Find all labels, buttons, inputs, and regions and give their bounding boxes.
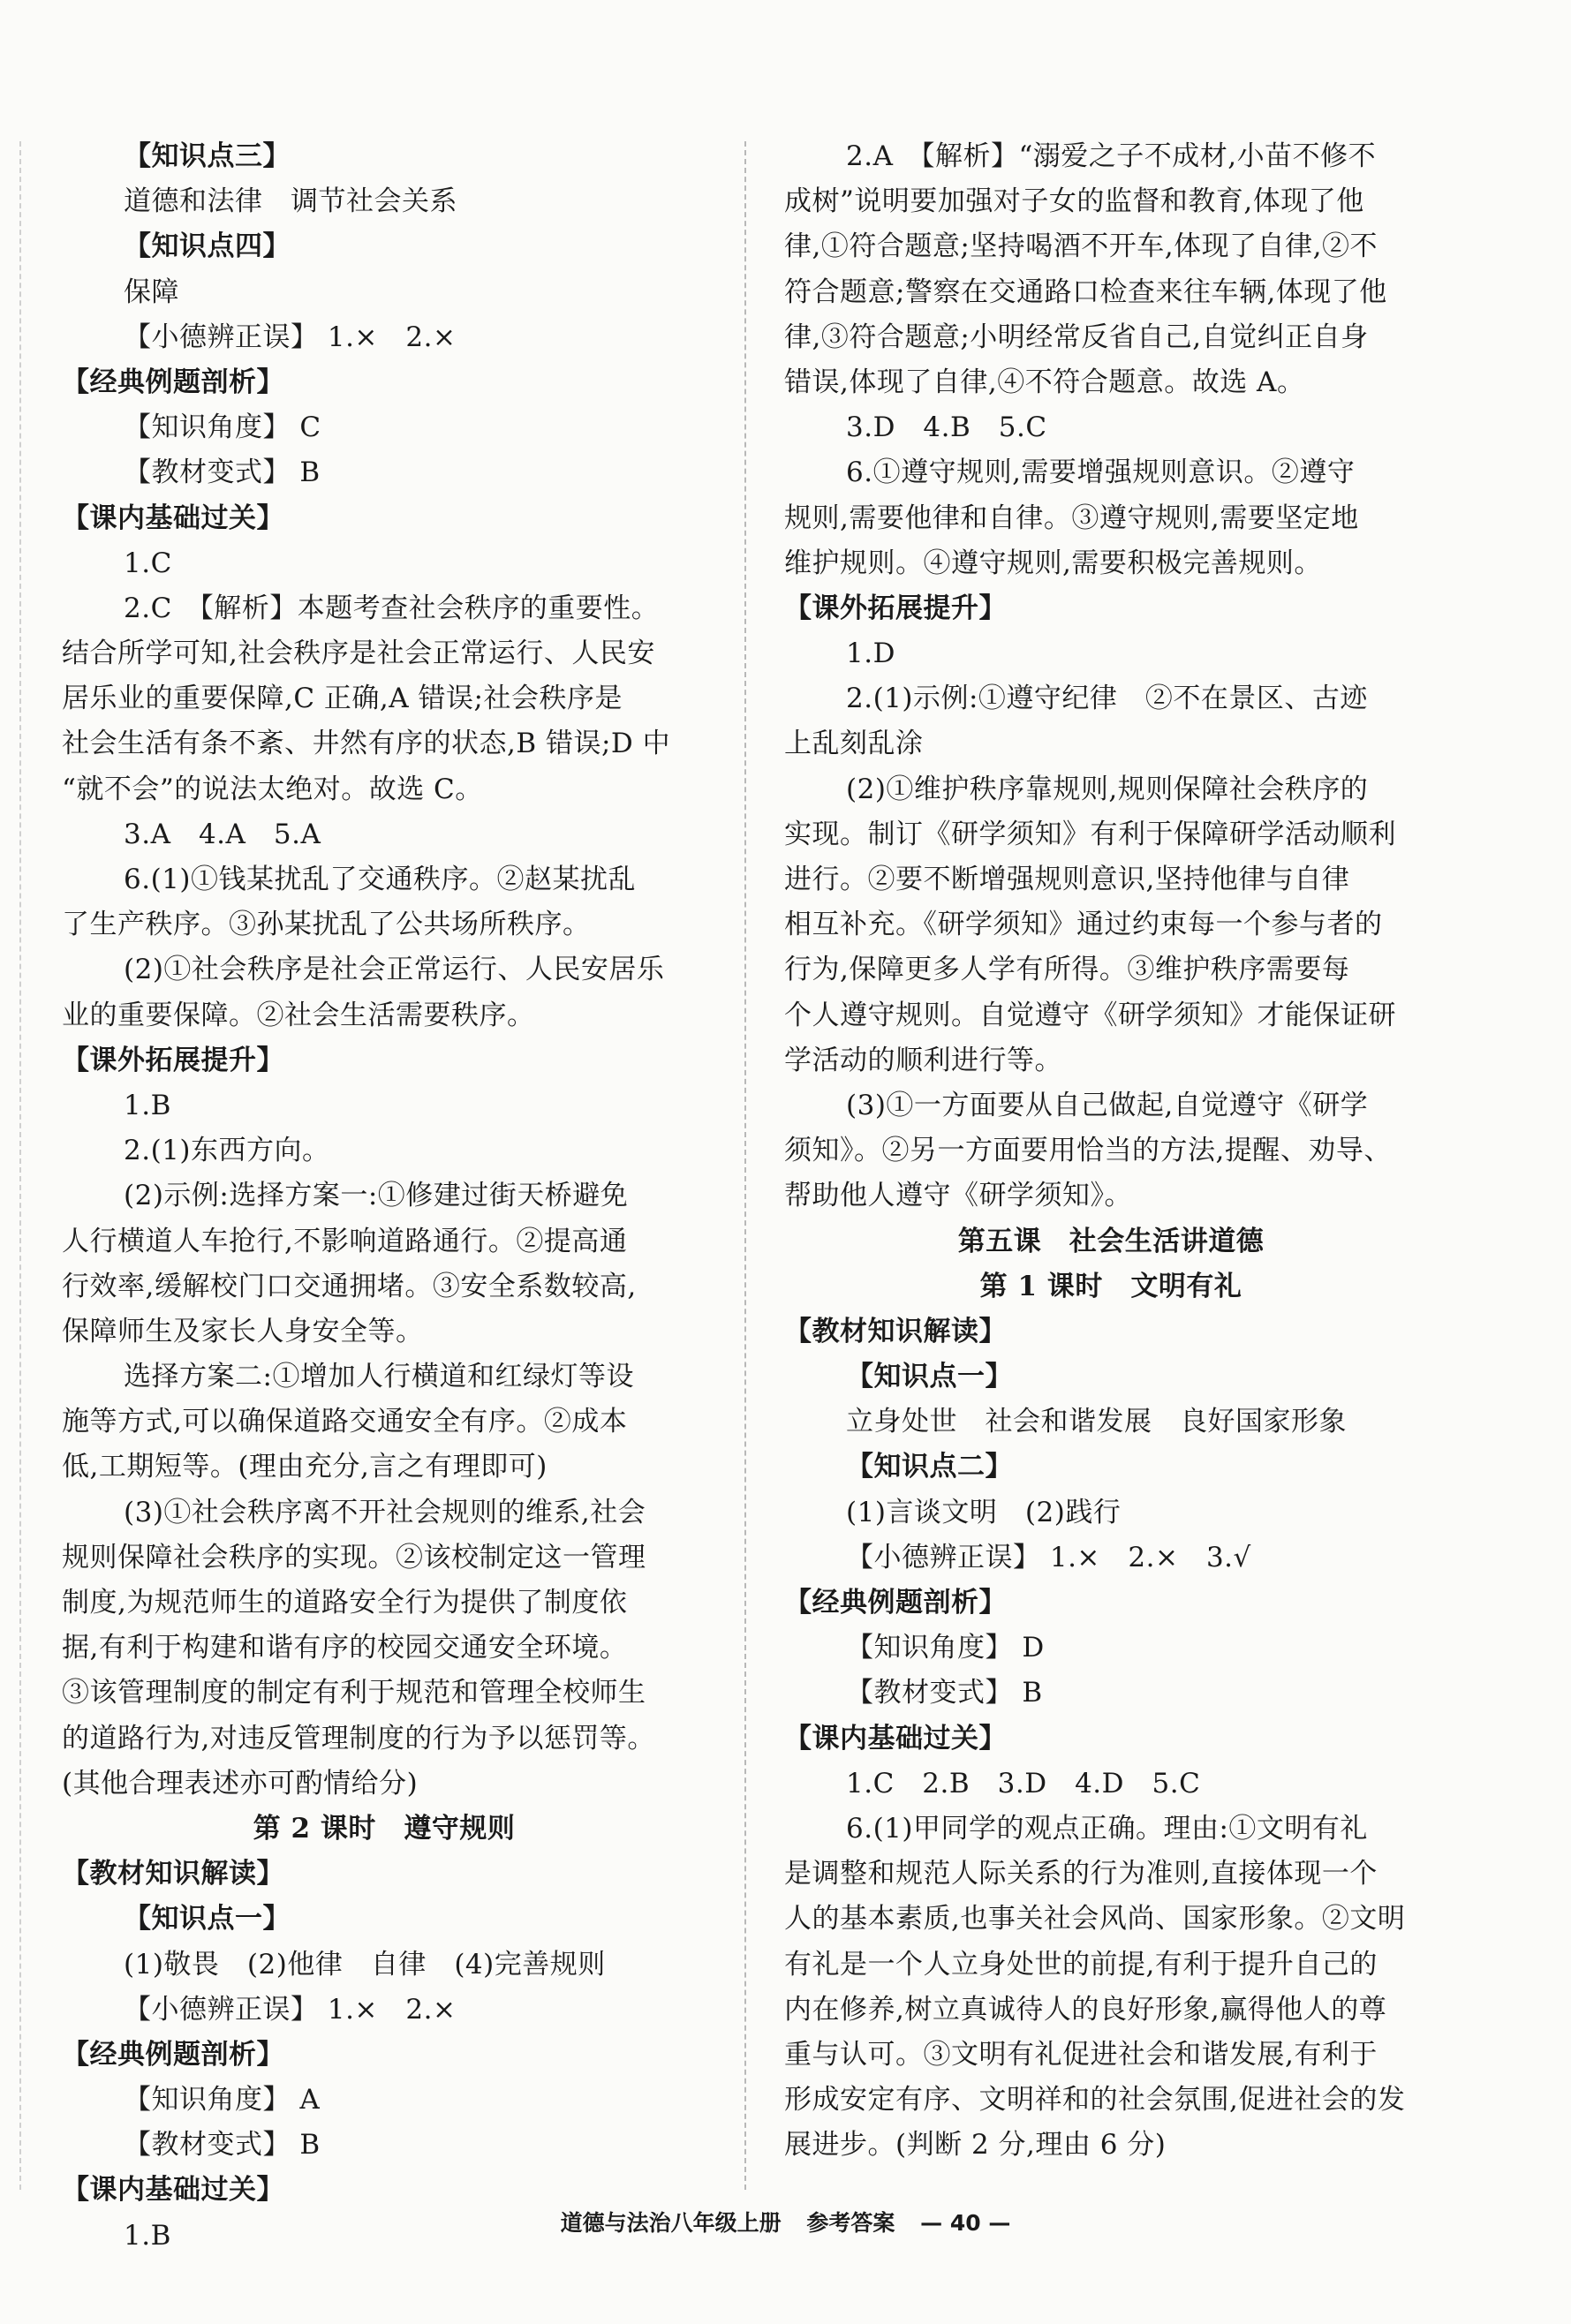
footer-section: 参考答案 (806, 2210, 895, 2236)
answer-line: 施等方式,可以确保道路交通安全有序。②成本 (62, 1406, 628, 1438)
answer-line: (2)①维护秩序靠规则,规则保障社会秩序的 (846, 773, 1369, 805)
section-heading: 【课内基础过关】 (62, 502, 284, 534)
answer-line: 制度,为规范师生的道路安全行为提供了制度依 (62, 1587, 628, 1618)
answer-line: 重与认可。③文明有礼促进社会和谐发展,有利于 (784, 2038, 1378, 2071)
page-number: — 40 — (920, 2210, 1011, 2236)
answer-line: 行效率,缓解校门口交通拥堵。③安全系数较高, (62, 1270, 637, 1302)
answer-line: 进行。②要不断增强规则意识,坚持他律与自律 (784, 864, 1350, 895)
answer-line: (3)①一方面要从自己做起,自觉遵守《研学 (846, 1089, 1369, 1121)
answer-line: 3.D 4.B 5.C (846, 411, 1047, 444)
answer-line: 【教材变式】 B (124, 2129, 321, 2162)
answer-line: 社会生活有条不紊、井然有序的状态,B 错误;D 中 (62, 728, 671, 760)
answer-line: 居乐业的重要保障,C 正确,A 错误;社会秩序是 (62, 683, 623, 715)
answer-line: 业的重要保障。②社会生活需要秩序。 (62, 999, 535, 1031)
answer-line: 的道路行为,对违反管理制度的行为予以惩罚等。 (62, 1722, 655, 1754)
answer-line: 【小德辨正误】 1.× 2.× (124, 1993, 457, 2026)
right-column (784, 134, 1438, 2168)
answer-line: 【教材变式】 B (124, 456, 321, 489)
answer-line: 成树”说明要加强对子女的监督和教育,体现了他 (784, 185, 1364, 218)
section-heading: 【知识点二】 (846, 1451, 1013, 1483)
answer-line: 行为,保障更多人学有所得。③维护秩序需要每 (784, 954, 1350, 986)
answer-line: 展进步。(判断 2 分,理由 6 分) (784, 2129, 1167, 2162)
answer-line: 1.C (124, 547, 172, 579)
answer-line: 【小德辨正误】 1.× 2.× 3.√ (846, 1541, 1251, 1573)
answer-line: “就不会”的说法太绝对。故选 C。 (62, 773, 483, 805)
answer-line: 帮助他人遵守《研学须知》。 (784, 1180, 1132, 1212)
answer-line: 2.A 【解析】“溺爱之子不成材,小苗不修不 (846, 140, 1377, 172)
answer-line: 形成安定有序、文明祥和的社会氛围,促进社会的发 (784, 2084, 1406, 2116)
answer-line: 1.D (846, 638, 895, 670)
answer-line: 个人遵守规则。自觉遵守《研学须知》才能保证研 (784, 999, 1396, 1031)
answer-line: 规则,需要他律和自律。③遵守规则,需要坚定地 (784, 502, 1359, 534)
lesson-title: 第 1 课时 文明有礼 (979, 1270, 1242, 1302)
answer-line: 【知识角度】 D (846, 1632, 1045, 1664)
left-column (62, 134, 706, 2259)
answer-line: 2.(1)示例:①遵守纪律 ②不在景区、古迹 (846, 683, 1368, 715)
answer-line: 3.A 4.A 5.A (124, 818, 321, 850)
answer-line: 选择方案二:①增加人行横道和红绿灯等设 (124, 1361, 634, 1393)
column-divider (744, 141, 746, 2190)
answer-line: 2.(1)东西方向。 (124, 1135, 330, 1167)
answer-line: 立身处世 社会和谐发展 良好国家形象 (846, 1406, 1347, 1438)
lesson-title: 第 2 课时 遵守规则 (253, 1812, 516, 1845)
answer-line: 符合题意;警察在交通路口检查来往车辆,体现了他 (784, 275, 1387, 308)
section-heading: 【课内基础过关】 (784, 1722, 1007, 1754)
answer-line: 人行横道人车抢行,不影响道路通行。②提高通 (62, 1225, 628, 1257)
section-heading: 【经典例题剖析】 (62, 366, 284, 398)
binding-margin-line (19, 141, 21, 2190)
answer-line: 2.C 【解析】本题考查社会秩序的重要性。 (124, 592, 660, 624)
section-heading: 【课外拓展提升】 (784, 592, 1007, 624)
answer-line: 6.①遵守规则,需要增强规则意识。②遵守 (846, 456, 1356, 489)
section-heading: 【课内基础过关】 (62, 2174, 284, 2207)
answer-line: 道德和法律 调节社会关系 (124, 185, 457, 218)
answer-line: 低,工期短等。(理由充分,言之有理即可) (62, 1451, 548, 1483)
section-heading: 【课外拓展提升】 (62, 1044, 284, 1076)
answer-line: 学活动的顺利进行等。 (784, 1044, 1062, 1076)
answer-line: (2)①社会秩序是社会正常运行、人民安居乐 (124, 954, 665, 986)
answer-line: 规则保障社会秩序的实现。②该校制定这一管理 (62, 1541, 646, 1573)
section-heading: 【经典例题剖析】 (784, 1587, 1007, 1618)
section-heading: 【教材知识解读】 (62, 1858, 284, 1890)
answer-line: 维护规则。④遵守规则,需要积极完善规则。 (784, 547, 1322, 579)
answer-line: (3)①社会秩序离不开社会规则的维系,社会 (124, 1496, 646, 1528)
answer-line: 6.(1)甲同学的观点正确。理由:①文明有礼 (846, 1812, 1368, 1845)
answer-line: 内在修养,树立真诚待人的良好形象,赢得他人的尊 (784, 1993, 1387, 2026)
answer-line: 实现。制订《研学须知》有利于保障研学活动顺利 (784, 818, 1396, 850)
answer-line: 保障师生及家长人身安全等。 (62, 1315, 424, 1347)
section-heading: 【教材知识解读】 (784, 1315, 1007, 1347)
answer-line: 保障 (124, 275, 179, 308)
answer-line: 结合所学可知,社会秩序是社会正常运行、人民安 (62, 638, 655, 670)
answer-line: 6.(1)①钱某扰乱了交通秩序。②赵某扰乱 (124, 864, 636, 895)
answer-line: (1)言谈文明 (2)践行 (846, 1496, 1122, 1528)
answer-line: 律,③符合题意;小明经常反省自己,自觉纠正自身 (784, 321, 1369, 353)
answer-line: 1.C 2.B 3.D 4.D 5.C (846, 1767, 1201, 1800)
answer-line: (1)敬畏 (2)他律 自律 (4)完善规则 (124, 1948, 606, 1981)
section-heading: 【知识点三】 (124, 140, 291, 172)
section-heading: 【知识点一】 (846, 1361, 1013, 1393)
answer-line: 律,①符合题意;坚持喝酒不开车,体现了自律,②不 (784, 230, 1378, 263)
answer-line: 【小德辨正误】 1.× 2.× (124, 321, 457, 353)
section-heading: 【知识点四】 (124, 230, 291, 263)
answer-line: 据,有利于构建和谐有序的校园交通安全环境。 (62, 1632, 628, 1664)
answer-line: 是调整和规范人际关系的行为准则,直接体现一个 (784, 1858, 1378, 1890)
answer-line: 上乱刻乱涂 (784, 728, 924, 760)
answer-line: 错误,体现了自律,④不符合题意。故选 A。 (784, 366, 1305, 398)
footer-book-title: 道德与法治八年级上册 (560, 2210, 782, 2236)
answer-line: 有礼是一个人立身处世的前提,有利于提升自己的 (784, 1948, 1378, 1981)
answer-line: (其他合理表述亦可酌情给分) (62, 1767, 419, 1800)
answer-line: 人的基本素质,也事关社会风尚、国家形象。②文明 (784, 1903, 1406, 1935)
answer-line: 【教材变式】 B (846, 1677, 1043, 1709)
section-heading: 【经典例题剖析】 (62, 2038, 284, 2071)
answer-line: 相互补充。《研学须知》通过约束每一个参与者的 (784, 909, 1383, 941)
page-footer (0, 2206, 1571, 2237)
answer-line: 须知》。②另一方面要用恰当的方法,提醒、劝导、 (784, 1135, 1392, 1167)
answer-line: ③该管理制度的制定有利于规范和管理全校师生 (62, 1677, 646, 1709)
answer-line: 了生产秩序。③孙某扰乱了公共场所秩序。 (62, 909, 591, 941)
answer-line: 1.B (124, 1089, 171, 1121)
section-heading: 【知识点一】 (124, 1903, 291, 1935)
answer-line: (2)示例:选择方案一:①修建过街天桥避免 (124, 1180, 629, 1212)
answer-line: 【知识角度】 A (124, 2084, 321, 2116)
lesson-title: 第五课 社会生活讲道德 (957, 1225, 1265, 1257)
answer-line: 1.B (124, 2219, 171, 2252)
answer-line: 【知识角度】 C (124, 411, 321, 444)
